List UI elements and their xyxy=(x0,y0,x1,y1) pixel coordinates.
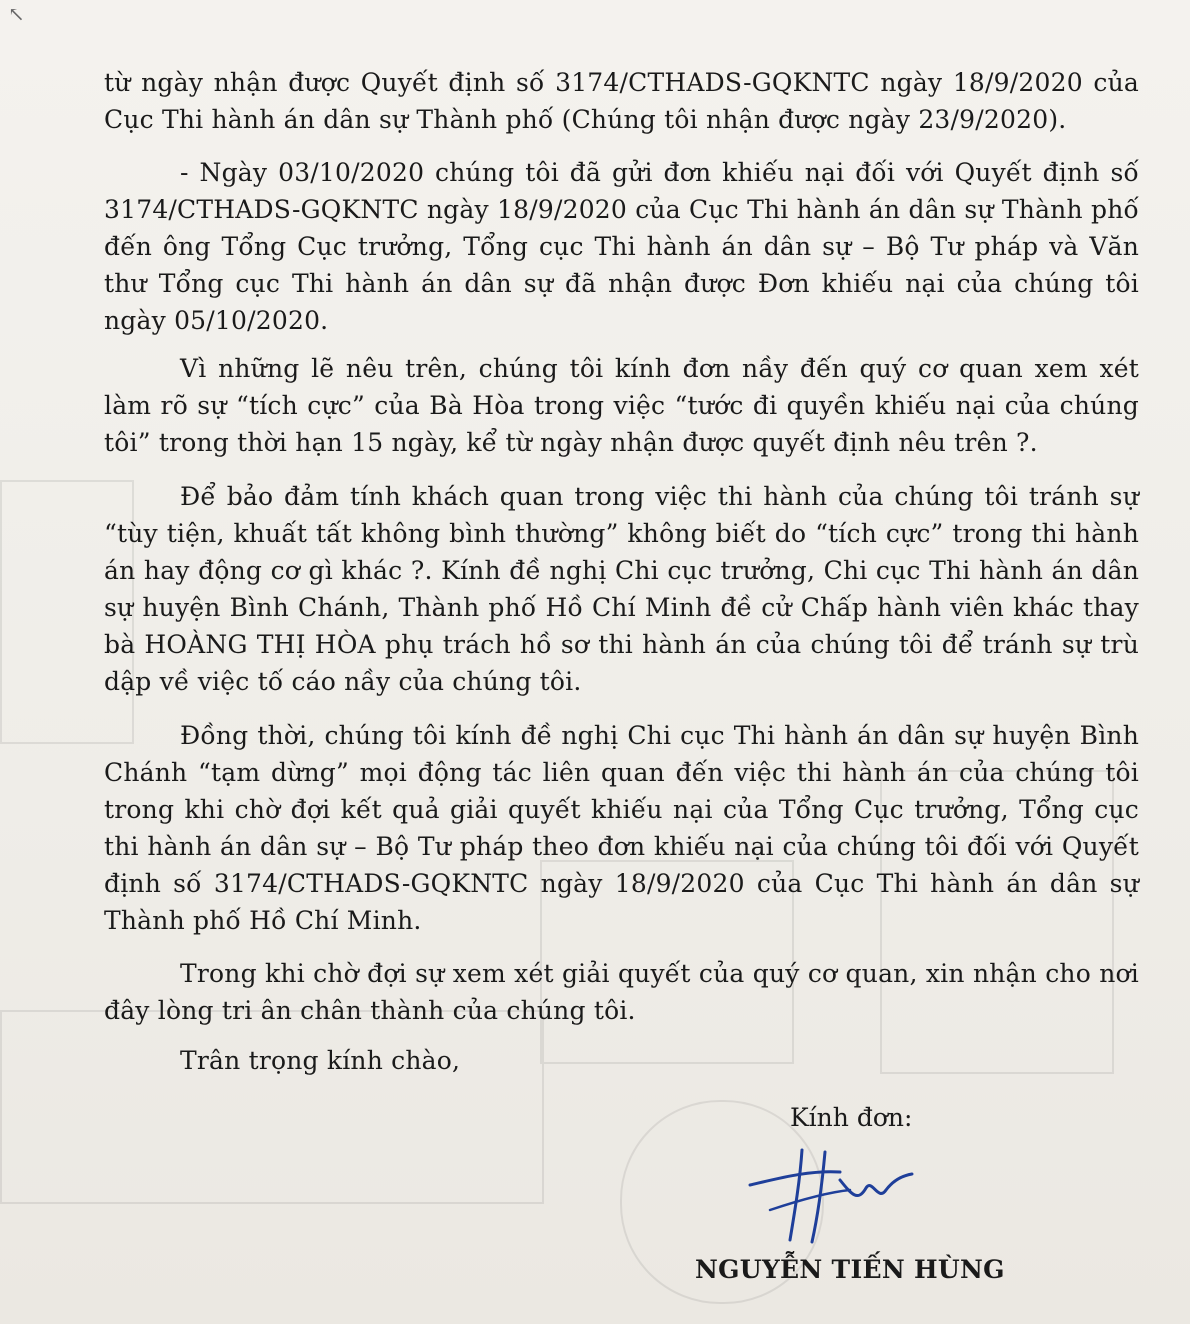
signer-name: NGUYỄN TIẾN HÙNG xyxy=(695,1255,1005,1284)
paragraph-1: từ ngày nhận được Quyết định số 3174/CTHADS-GQKNTC ngày 18/9/2020 của Cục Thi hành án dân sự Thành phố (Chúng tôi nhận được ngày 23/9/2020). xyxy=(104,68,1139,134)
paragraph-6: Trong khi chờ đợi sự xem xét giải quyết của quý cơ quan, xin nhận cho nơi đây lòng tri ân chân thành của chúng tôi. xyxy=(104,959,1139,1025)
closing-greeting: Trân trọng kính chào, xyxy=(180,1046,461,1075)
handwritten-signature xyxy=(740,1140,920,1250)
paragraph-3: Vì những lẽ nêu trên, chúng tôi kính đơn nầy đến quý cơ quan xem xét làm rõ sự “tích cực” của Bà Hòa trong việc “tước đi quyền khiếu nại của chúng tôi” trong thời hạn 15 ngày, kể từ ngày nhận được quyết định nêu trên ?. xyxy=(104,354,1139,457)
corner-arrow-icon: ↖ xyxy=(8,2,25,26)
paragraph-4: Để bảo đảm tính khách quan trong việc thi hành của chúng tôi tránh sự “tùy tiện, khuất tất không bình thường” không biết do “tích cực” trong thi hành án hay động cơ gì khác ?. Kính đề nghị Chi cục trưởng, Chi cục Thi hành án dân sự huyện Bình Chánh, Thành phố Hồ Chí Minh đề cử Chấp hành viên khác thay bà HOÀNG THỊ HÒA phụ trách hồ sơ thi hành án của chúng tôi để tránh sự trù dập về việc tố cáo nầy của chúng tôi. xyxy=(104,482,1139,696)
paragraph-2: - Ngày 03/10/2020 chúng tôi đã gửi đơn khiếu nại đối với Quyết định số 3174/CTHADS-GQKNTC ngày 18/9/2020 của Cục Thi hành án dân sự Thành phố đến ông Tổng Cục trưởng, Tổng cục Thi hành án dân sự – Bộ Tư pháp và Văn thư Tổng cục Thi hành án dân sự đã nhận được Đơn khiếu nại của chúng tôi ngày 05/10/2020. xyxy=(104,158,1139,335)
paragraph-5: Đồng thời, chúng tôi kính đề nghị Chi cục Thi hành án dân sự huyện Bình Chánh “tạm dừng” mọi động tác liên quan đến việc thi hành án của chúng tôi trong khi chờ đợi kết quả giải quyết khiếu nại của Tổng Cục trưởng, Tổng cục thi hành án dân sự – Bộ Tư pháp theo đơn khiếu nại của chúng tôi đối với Quyết định số 3174/CTHADS-GQKNTC ngày 18/9/2020 của Cục Thi hành án dân sự Thành phố Hồ Chí Minh. xyxy=(104,721,1139,935)
signature-title: Kính đơn: xyxy=(790,1103,913,1132)
